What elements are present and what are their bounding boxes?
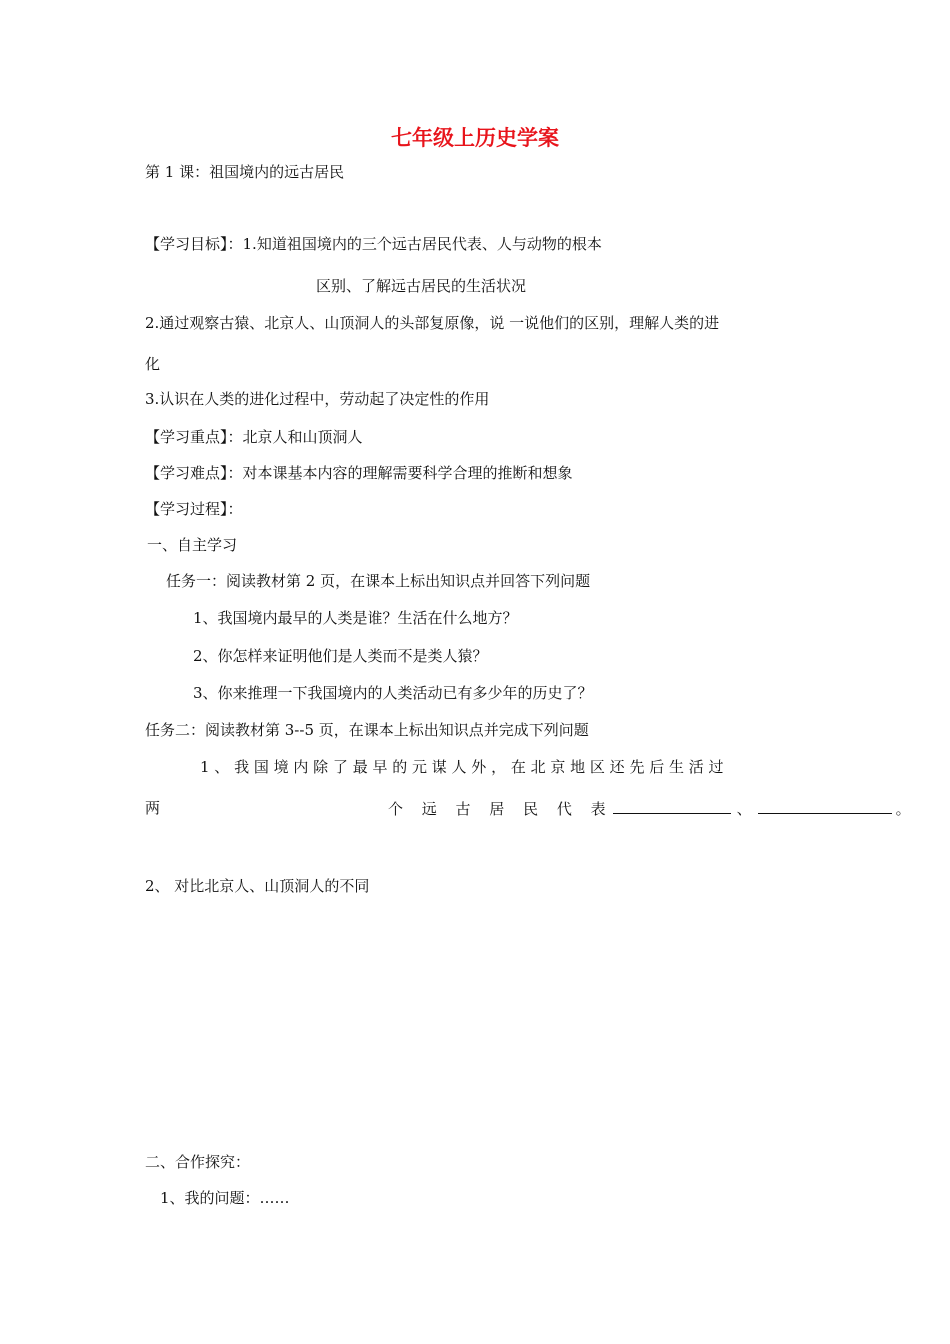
goal-item-2a: 2.通过观察古猿、北京人、山顶洞人的头部复原像，说 一说他们的区别，理解人类的进 — [145, 314, 720, 332]
goal-item-3: 3.认识在人类的进化过程中，劳动起了决定性的作用 — [145, 390, 490, 408]
task2-question-2: 2、 对比北京人、山顶洞人的不同 — [145, 877, 370, 895]
process-label: 【学习过程】： — [145, 500, 243, 518]
task2-question-1-part2 — [388, 798, 911, 819]
section2-heading: 二、合作探究： — [145, 1153, 251, 1171]
task1-label: 任务一：阅读教材第 2 页，在课本上标出知识点并回答下列问题 — [166, 572, 591, 590]
goal-item-1a: 1.知道祖国境内的三个远古居民代表、人与动物的根本 — [242, 235, 602, 253]
key-points: 【学习重点】：北京人和山顶洞人 — [145, 428, 363, 446]
section2-item-1: 1、我的问题：…… — [160, 1189, 290, 1207]
task2-label: 任务二：阅读教材第 3--5 页，在课本上标出知识点并完成下列问题 — [145, 721, 589, 739]
task1-question-3: 3、你来推理一下我国境内的人类活动已有多少年的历史了？ — [193, 684, 593, 702]
blank-separator: 、 — [736, 800, 752, 818]
answer-blank-2[interactable] — [758, 798, 892, 814]
section1-heading: 一、自主学习 — [147, 536, 238, 554]
goal-item-1b: 区别、了解远古居民的生活状况 — [316, 277, 527, 295]
task2-question-1-left: 两 — [145, 799, 161, 817]
task1-question-1: 1、我国境内最早的人类是谁？生活在什么地方？ — [193, 609, 518, 627]
goals-line-1 — [145, 234, 602, 254]
answer-blank-1[interactable] — [613, 798, 731, 814]
goals-label: 【学习目标】： — [145, 235, 243, 253]
task2-question-1-part1: 1 、 我 国 境 内 除 了 最 早 的 元 谋 人 外 ， 在 北 京 地 区 还 先 后 生 活 过 — [200, 758, 724, 776]
difficult-points: 【学习难点】：对本课基本内容的理解需要科学合理的推断和想象 — [145, 464, 573, 482]
task2-question-1-text: 个 远 古 居 民 代 表 — [388, 800, 613, 818]
task1-question-2: 2、你怎样来证明他们是人类而不是类人猿？ — [193, 647, 488, 665]
goal-item-2b: 化 — [145, 355, 161, 373]
document-title: 七年级上历史学案 — [391, 125, 559, 150]
sentence-end: 。 — [895, 800, 911, 818]
lesson-heading: 第 1 课：祖国境内的远古居民 — [145, 163, 345, 181]
